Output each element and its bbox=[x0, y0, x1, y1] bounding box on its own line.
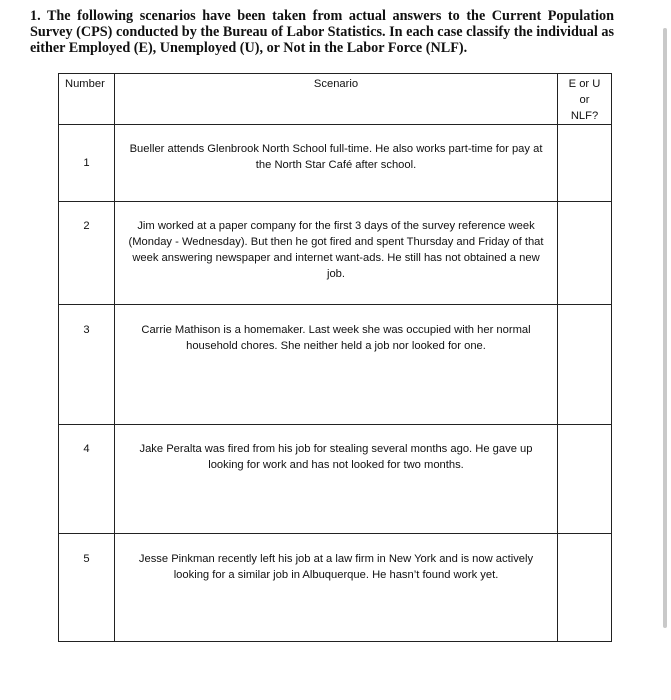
header-answer bbox=[558, 74, 612, 125]
vertical-scrollbar[interactable] bbox=[663, 28, 667, 628]
row-answer-cell[interactable] bbox=[558, 125, 612, 202]
header-answer-line-1: E or U bbox=[568, 78, 601, 90]
table-row bbox=[59, 425, 612, 534]
row-number: 4 bbox=[59, 425, 115, 534]
table-row bbox=[59, 534, 612, 642]
header-number: Number bbox=[59, 74, 115, 125]
row-answer-cell[interactable] bbox=[558, 202, 612, 305]
header-answer-line-3: NLF? bbox=[570, 110, 599, 122]
table-row bbox=[59, 202, 612, 305]
table-row bbox=[59, 125, 612, 202]
row-answer-cell[interactable] bbox=[558, 425, 612, 534]
row-answer-cell[interactable] bbox=[558, 534, 612, 642]
row-number: 5 bbox=[59, 534, 115, 642]
question-text: 1. The following scenarios have been taken from actual answers to the Current Population Survey (CPS) conducted by the Bureau of Labor Statistics. In each case classify the individual as either Employed (E), Unemployed (U), or Not in the Labor Force (NLF). bbox=[30, 8, 614, 56]
row-scenario: Bueller attends Glenbrook North School full-time. He also works part-time for pay at the North Star Café after school. bbox=[115, 125, 558, 202]
scenario-table bbox=[58, 73, 612, 642]
table-row bbox=[59, 305, 612, 425]
row-answer-cell[interactable] bbox=[558, 305, 612, 425]
header-answer-line-2: or bbox=[579, 94, 590, 106]
row-scenario: Jesse Pinkman recently left his job at a law firm in New York and is now actively looking for a similar job in Albuquerque. He hasn’t found work yet. bbox=[115, 534, 558, 642]
row-scenario: Jim worked at a paper company for the first 3 days of the survey reference week (Monday - Wednesday). But then he got fired and spent Thursday and Friday of that week answering newspaper and internet want-ads. He still has not obtained a new job. bbox=[115, 202, 558, 305]
row-number: 3 bbox=[59, 305, 115, 425]
table-header-row bbox=[59, 74, 612, 125]
row-scenario: Carrie Mathison is a homemaker. Last week she was occupied with her normal household chores. She neither held a job nor looked for one. bbox=[115, 305, 558, 425]
row-number: 2 bbox=[59, 202, 115, 305]
row-scenario: Jake Peralta was fired from his job for stealing several months ago. He gave up looking for work and has not looked for two months. bbox=[115, 425, 558, 534]
row-number: 1 bbox=[59, 125, 115, 202]
header-scenario: Scenario bbox=[115, 74, 558, 125]
